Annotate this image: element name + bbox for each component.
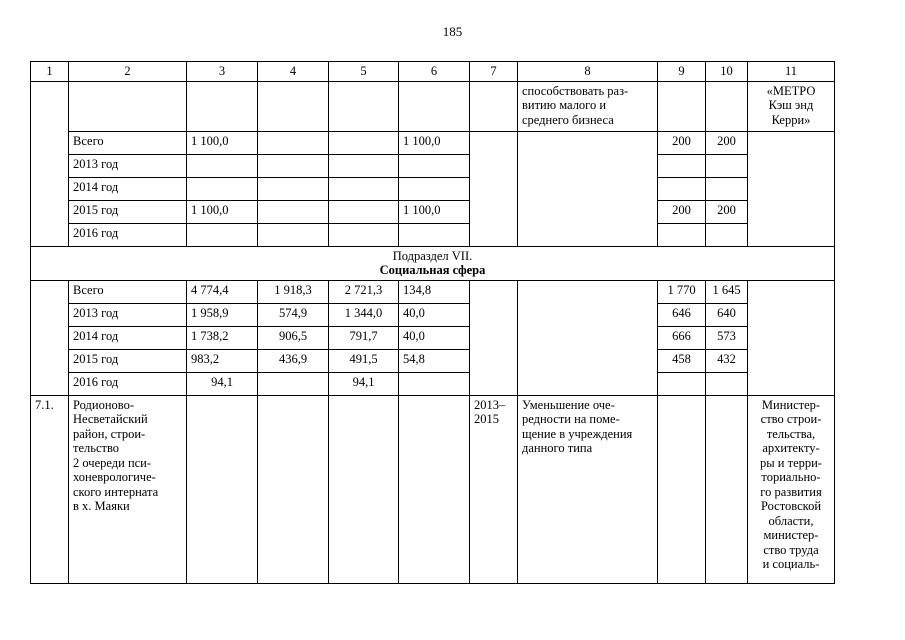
empty-cell xyxy=(399,395,470,583)
empty-cell xyxy=(470,81,518,131)
row-label: 2016 год xyxy=(69,372,187,395)
header-cell: 10 xyxy=(706,62,748,82)
empty-cell xyxy=(187,395,258,583)
value-cell xyxy=(658,177,706,200)
value-cell: 1 100,0 xyxy=(187,131,258,154)
header-cell: 8 xyxy=(518,62,658,82)
header-cell: 3 xyxy=(187,62,258,82)
item-period: 2013– 2015 xyxy=(470,395,518,583)
value-cell: 2 721,3 xyxy=(329,280,399,303)
value-cell: 1 100,0 xyxy=(399,200,470,223)
page-number: 185 xyxy=(442,24,463,39)
value-cell: 436,9 xyxy=(258,349,329,372)
value-cell xyxy=(399,177,470,200)
row-label: 2015 год xyxy=(69,349,187,372)
value-cell: 791,7 xyxy=(329,326,399,349)
row-label: 2013 год xyxy=(69,154,187,177)
row-label: Всего xyxy=(69,131,187,154)
value-cell: 1 918,3 xyxy=(258,280,329,303)
value-cell: 432 xyxy=(706,349,748,372)
value-cell xyxy=(258,131,329,154)
empty-cell xyxy=(658,81,706,131)
value-cell xyxy=(258,177,329,200)
item-result: Уменьшение оче- редности на поме- щение в учреждения данного типа xyxy=(518,395,658,583)
empty-cell xyxy=(518,131,658,246)
value-cell: 646 xyxy=(658,303,706,326)
value-cell xyxy=(187,177,258,200)
empty-cell xyxy=(329,81,399,131)
value-cell xyxy=(187,223,258,246)
value-cell: 906,5 xyxy=(258,326,329,349)
value-cell xyxy=(258,372,329,395)
value-cell: 1 100,0 xyxy=(187,200,258,223)
empty-cell xyxy=(399,81,470,131)
value-cell xyxy=(329,131,399,154)
value-cell xyxy=(329,223,399,246)
value-cell: 1 645 xyxy=(706,280,748,303)
section-subtitle: Подраздел VII. xyxy=(392,248,473,263)
item-executor: Министер- ство строи- тельства, архитекту- ры и терри- ториально- го развития Ростовской области, министер- ство труда и социаль- xyxy=(748,395,835,583)
table-row xyxy=(31,154,835,177)
value-cell: 94,1 xyxy=(329,372,399,395)
value-cell xyxy=(258,154,329,177)
table-row xyxy=(31,177,835,200)
value-cell xyxy=(706,177,748,200)
value-cell xyxy=(329,154,399,177)
value-cell: 40,0 xyxy=(399,303,470,326)
item-name: Родионово- Несветайский район, строи- тельство 2 очереди пси- хоневрологиче- ского интерната в х. Маяки xyxy=(69,395,187,583)
empty-cell xyxy=(187,81,258,131)
empty-cell xyxy=(658,395,706,583)
value-cell: 200 xyxy=(706,131,748,154)
value-cell xyxy=(658,372,706,395)
table-row xyxy=(31,280,835,303)
empty-cell xyxy=(31,280,69,395)
empty-cell xyxy=(470,280,518,395)
value-cell: 94,1 xyxy=(187,372,258,395)
empty-cell xyxy=(470,131,518,246)
value-cell xyxy=(706,372,748,395)
value-cell: 666 xyxy=(658,326,706,349)
value-cell: 1 958,9 xyxy=(187,303,258,326)
empty-cell xyxy=(706,81,748,131)
item-number: 7.1. xyxy=(31,395,69,583)
header-cell: 9 xyxy=(658,62,706,82)
empty-cell xyxy=(258,81,329,131)
value-cell: 200 xyxy=(658,200,706,223)
table-row xyxy=(31,326,835,349)
value-cell: 1 100,0 xyxy=(399,131,470,154)
value-cell xyxy=(658,154,706,177)
value-cell xyxy=(329,200,399,223)
header-row xyxy=(31,62,835,82)
value-cell xyxy=(399,223,470,246)
row-label: 2014 год xyxy=(69,326,187,349)
value-cell xyxy=(658,223,706,246)
header-cell: 6 xyxy=(399,62,470,82)
header-cell: 5 xyxy=(329,62,399,82)
table-row xyxy=(31,349,835,372)
value-cell: 458 xyxy=(658,349,706,372)
value-cell: 40,0 xyxy=(399,326,470,349)
result-text: способствовать раз- витию малого и среднего бизнеса xyxy=(518,81,658,131)
value-cell: 54,8 xyxy=(399,349,470,372)
program-table xyxy=(30,61,835,584)
table-row xyxy=(31,131,835,154)
empty-cell xyxy=(748,280,835,395)
header-cell: 11 xyxy=(748,62,835,82)
value-cell xyxy=(399,372,470,395)
value-cell xyxy=(329,177,399,200)
table-row xyxy=(31,200,835,223)
value-cell: 134,8 xyxy=(399,280,470,303)
empty-cell xyxy=(258,395,329,583)
empty-cell xyxy=(518,280,658,395)
value-cell: 200 xyxy=(658,131,706,154)
value-cell xyxy=(706,223,748,246)
header-cell: 2 xyxy=(69,62,187,82)
value-cell: 491,5 xyxy=(329,349,399,372)
row-label: Всего xyxy=(69,280,187,303)
value-cell: 200 xyxy=(706,200,748,223)
value-cell: 1 344,0 xyxy=(329,303,399,326)
table-row xyxy=(31,223,835,246)
value-cell xyxy=(706,154,748,177)
value-cell xyxy=(399,154,470,177)
continuation-row xyxy=(31,81,835,131)
item-row xyxy=(31,395,835,583)
empty-cell xyxy=(748,131,835,246)
section-heading xyxy=(31,246,835,280)
value-cell xyxy=(258,200,329,223)
header-cell: 7 xyxy=(470,62,518,82)
row-label: 2014 год xyxy=(69,177,187,200)
value-cell: 573 xyxy=(706,326,748,349)
value-cell: 983,2 xyxy=(187,349,258,372)
empty-cell xyxy=(329,395,399,583)
header-cell: 4 xyxy=(258,62,329,82)
executor-text: «МЕТРО Кэш энд Керри» xyxy=(748,81,835,131)
empty-cell xyxy=(706,395,748,583)
value-cell: 574,9 xyxy=(258,303,329,326)
table-row xyxy=(31,303,835,326)
value-cell xyxy=(258,223,329,246)
value-cell xyxy=(187,154,258,177)
empty-cell xyxy=(69,81,187,131)
empty-cell xyxy=(31,81,69,246)
row-label: 2016 год xyxy=(69,223,187,246)
header-cell: 1 xyxy=(31,62,69,82)
row-label: 2015 год xyxy=(69,200,187,223)
row-label: 2013 год xyxy=(69,303,187,326)
value-cell: 640 xyxy=(706,303,748,326)
value-cell: 1 770 xyxy=(658,280,706,303)
section-heading-row xyxy=(31,246,835,280)
value-cell: 4 774,4 xyxy=(187,280,258,303)
table-row xyxy=(31,372,835,395)
value-cell: 1 738,2 xyxy=(187,326,258,349)
section-title: Социальная сфера xyxy=(379,263,486,277)
